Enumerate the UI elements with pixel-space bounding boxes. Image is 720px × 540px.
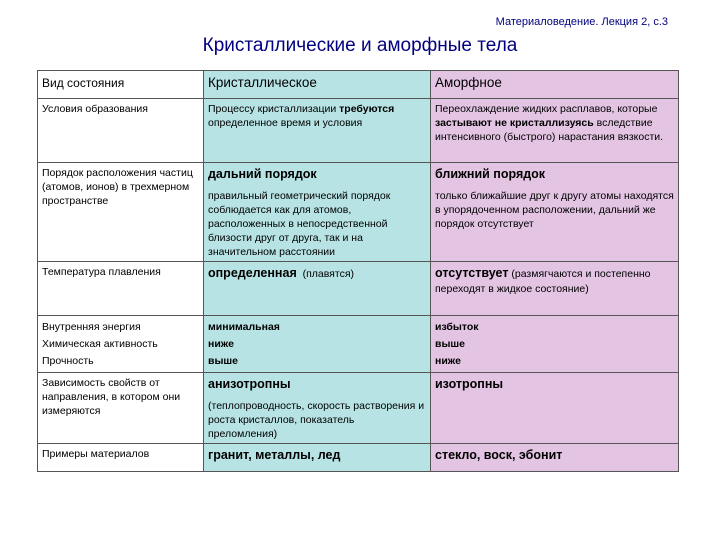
table-row-order <box>38 163 679 262</box>
examples-crystalline-text: гранит, металлы, лед <box>208 448 341 462</box>
cell-melting-property <box>38 262 204 316</box>
melting-crystalline-title: определенная <box>208 266 297 280</box>
order-crystalline-title: дальний порядок <box>208 167 317 181</box>
cell-examples-crystalline <box>204 444 431 472</box>
cell-energy-amorphous <box>431 316 679 373</box>
cell-direction-crystalline <box>204 373 431 444</box>
direction-property-label: Зависимость свойств от направления, в котором они измеряются <box>42 377 181 417</box>
header-cell-amorphous <box>431 71 679 99</box>
header-amorphous-label: Аморфное <box>435 75 502 90</box>
formation-property-label: Условия образования <box>42 103 148 115</box>
energy-property-2: Химическая активность <box>42 338 158 350</box>
examples-property-label: Примеры материалов <box>42 448 150 460</box>
direction-amorphous-title: изотропны <box>435 377 504 391</box>
comparison-table <box>37 70 679 472</box>
energy-amorphous-2: выше <box>435 338 466 350</box>
page-title: Кристаллические и аморфные тела <box>202 35 518 56</box>
table-row-energy <box>38 316 679 373</box>
header-crystalline-label: Кристаллическое <box>208 75 317 90</box>
cell-order-crystalline <box>204 163 431 262</box>
formation-crystalline-text-c: определенное время и условия <box>208 117 363 129</box>
header-property-label: Вид состояния <box>42 76 125 90</box>
cell-formation-property <box>38 99 204 163</box>
melting-crystalline-note: (плавятся) <box>302 268 354 280</box>
cell-examples-amorphous <box>431 444 679 472</box>
order-amorphous-text: только ближайшие друг к другу атомы находятся в упорядоченном расположении, дальний же порядок отсутствует <box>435 190 674 230</box>
cell-melting-crystalline <box>204 262 431 316</box>
cell-formation-amorphous <box>431 99 679 163</box>
formation-crystalline-text-b: требуются <box>339 103 395 115</box>
formation-amorphous-text-c: вследствие интенсивного (быстрого) нарастания вязкости. <box>435 117 664 143</box>
cell-examples-property <box>38 444 204 472</box>
energy-amorphous-1: избыток <box>435 321 479 333</box>
energy-amorphous-3: ниже <box>435 355 461 367</box>
cell-formation-crystalline <box>204 99 431 163</box>
formation-amorphous-text-a: Переохлаждение жидких расплавов, которые <box>435 103 658 115</box>
cell-order-property <box>38 163 204 262</box>
table-row-examples <box>38 444 679 472</box>
melting-amorphous-note: (размягчаются и постепенно переходят в жидкое состояние) <box>435 268 651 295</box>
formation-crystalline-text-a: Процессу кристаллизации <box>208 103 340 115</box>
cell-direction-amorphous <box>431 373 679 444</box>
order-amorphous-title: ближний порядок <box>435 167 546 181</box>
melting-property-label: Температура плавления <box>42 266 161 278</box>
table-row-formation <box>38 99 679 163</box>
cell-order-amorphous <box>431 163 679 262</box>
order-property-label: Порядок расположения частиц (атомов, ионов) в трехмерном пространстве <box>42 167 193 207</box>
energy-crystalline-3: выше <box>208 355 239 367</box>
table-row-melting <box>38 262 679 316</box>
lecture-reference: Материаловедение. Лекция 2, с.3 <box>495 16 668 28</box>
energy-property-1: Внутренняя энергия <box>42 321 141 333</box>
table-header-row <box>38 71 679 99</box>
cell-energy-crystalline <box>204 316 431 373</box>
direction-crystalline-title: анизотропны <box>208 377 291 391</box>
header-cell-crystalline <box>204 71 431 99</box>
direction-crystalline-note: (теплопроводность, скорость растворения и роста кристаллов, показатель преломления) <box>208 400 425 440</box>
header-cell-property <box>38 71 204 99</box>
table-row-direction <box>38 373 679 444</box>
examples-amorphous-text: стекло, воск, эбонит <box>435 448 563 462</box>
energy-property-3: Прочность <box>42 355 94 367</box>
cell-energy-property <box>38 316 204 373</box>
formation-amorphous-text-b: застывают не кристаллизуясь <box>435 117 594 129</box>
energy-crystalline-2: ниже <box>208 338 234 350</box>
cell-melting-amorphous <box>431 262 679 316</box>
cell-direction-property <box>38 373 204 444</box>
melting-amorphous-title: отсутствует <box>435 266 509 280</box>
energy-crystalline-1: минимальная <box>208 321 280 333</box>
order-crystalline-text: правильный геометрический порядок соблюдается как для атомов, расположенных в непосредственной близости друг от друга, так и на значительном расстоянии <box>208 190 391 258</box>
